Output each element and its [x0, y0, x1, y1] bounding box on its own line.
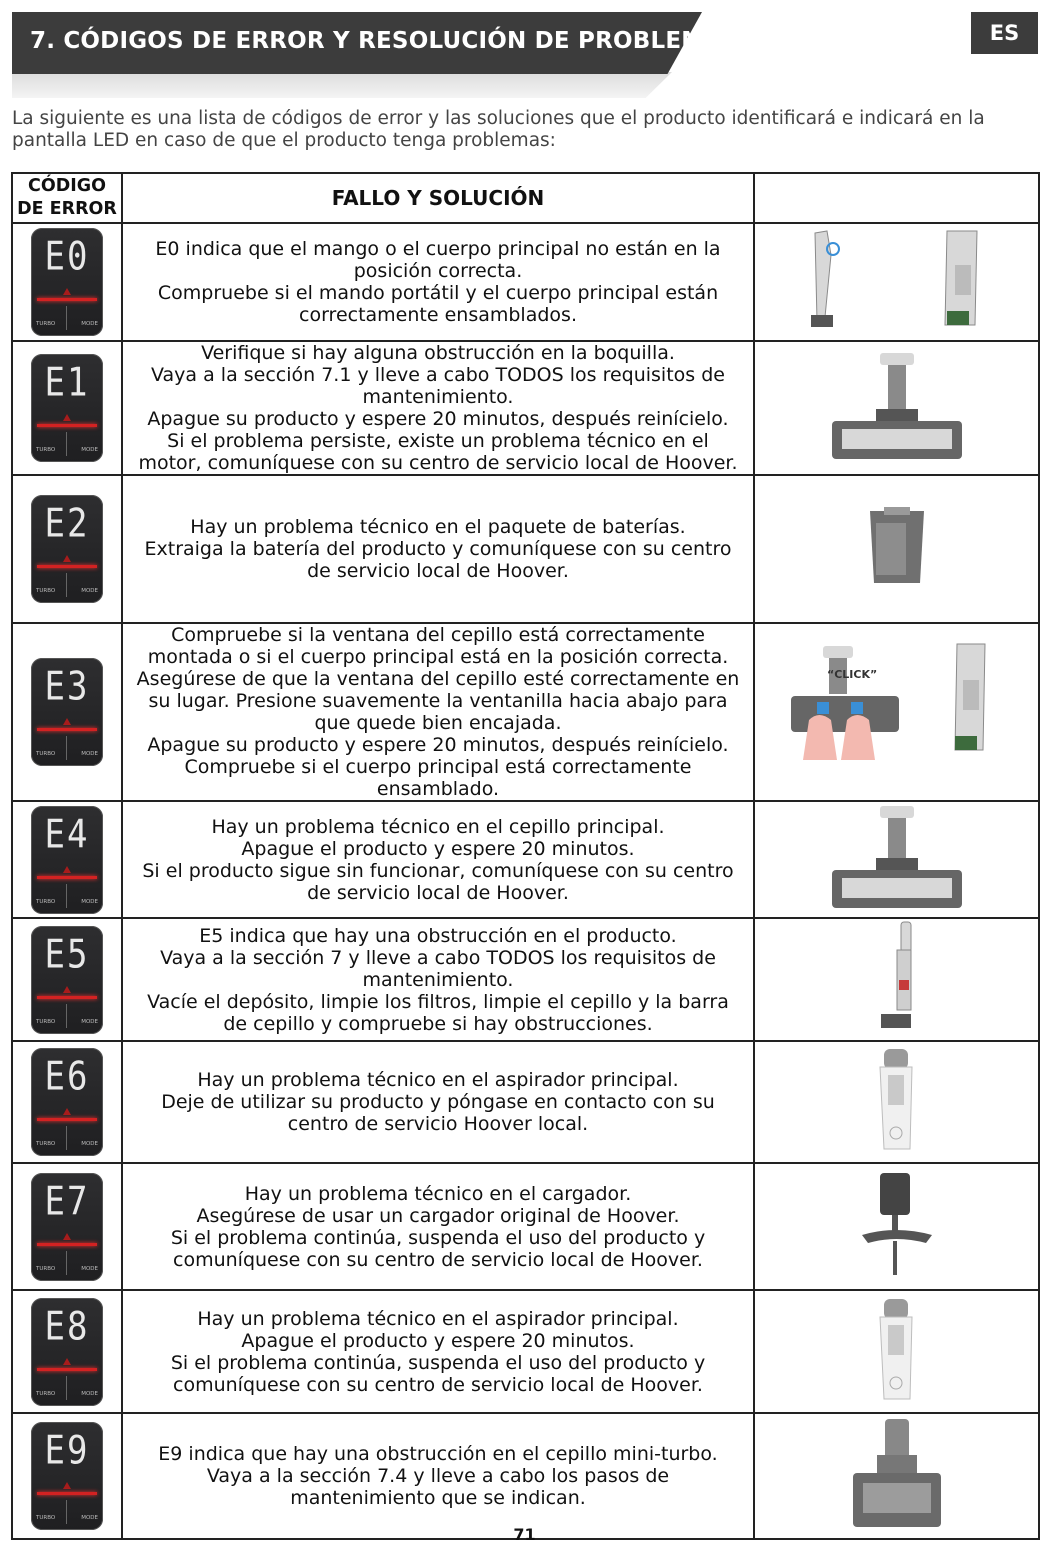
turbo-label: TURBO [36, 1265, 56, 1272]
solution-line: de cepillo y compruebe si hay obstrucciones. [223, 1012, 653, 1035]
error-code: E7 [44, 1178, 90, 1225]
solution-line: Apague el producto y espere 20 minutos. [241, 837, 635, 860]
error-code-cell [12, 475, 122, 623]
solution-line: que quede bien encajada. [314, 712, 562, 734]
turbo-label: TURBO [36, 447, 56, 453]
illustration-cell [754, 1163, 1039, 1290]
solution-line: Si el producto sigue sin funcionar, comuníquese con su centro [142, 859, 734, 882]
solution-line: Apague su producto y espere 20 minutos, después reinícielo. [147, 734, 729, 756]
indicator-bar [37, 298, 97, 301]
mode-label: MODE [81, 447, 98, 453]
error-code-cell [12, 341, 122, 475]
page-number: 71 [513, 1525, 536, 1542]
warning-icon [63, 414, 71, 421]
solution-line: mantenimiento que se indican. [290, 1487, 586, 1509]
error-code-cell [12, 918, 122, 1041]
turbo-label: TURBO [36, 751, 56, 757]
table-row [12, 1290, 1039, 1413]
solution-cell [122, 475, 754, 623]
error-code: E8 [44, 1303, 90, 1350]
table-row [12, 223, 1039, 341]
error-code: E6 [44, 1054, 90, 1100]
mode-label: MODE [81, 588, 98, 594]
solution-line: Vaya a la sección 7.1 y lleve a cabo TODOS los requisitos de [151, 364, 725, 386]
column-header-solution: FALLO Y SOLUCIÓN [122, 173, 754, 223]
illustration-cell [754, 801, 1039, 918]
solution-line: Si el problema continúa, suspenda el uso del producto y [170, 1351, 706, 1374]
main-brush-icon [822, 804, 972, 916]
error-code-cell [12, 1041, 122, 1163]
mode-label: MODE [81, 898, 98, 905]
indicator-bar [37, 1243, 97, 1246]
error-code: E5 [44, 931, 90, 978]
solution-line: E5 indica que hay una obstrucción en el producto. [199, 924, 677, 947]
click-label: “CLICK” [826, 668, 877, 681]
mode-label: MODE [81, 1515, 98, 1521]
led-display-icon [31, 926, 103, 1034]
indicator-bar [37, 876, 97, 879]
illustration-cell [754, 1290, 1039, 1413]
solution-line: Vaya a la sección 7 y lleve a cabo TODOS los requisitos de [160, 946, 716, 969]
led-display-icon [31, 1298, 103, 1406]
solution-cell [122, 1290, 754, 1413]
solution-line: Extraiga la batería del producto y comuníquese con su centro [144, 538, 732, 560]
error-code: E2 [44, 501, 90, 547]
table-row [12, 918, 1039, 1041]
warning-icon [63, 866, 71, 873]
indicator-bar [37, 1368, 97, 1371]
led-display-icon [31, 495, 103, 603]
turbo-label: TURBO [36, 1018, 56, 1025]
warning-icon [63, 288, 71, 295]
mode-label: MODE [81, 1265, 98, 1272]
error-codes-table [11, 172, 1040, 1540]
indicator-bar [37, 1118, 97, 1121]
table-row [12, 1041, 1039, 1163]
warning-icon [63, 555, 71, 562]
table-row [12, 341, 1039, 475]
solution-line: Si el problema continúa, suspenda el uso del producto y [170, 1226, 706, 1249]
solution-line: motor, comuníquese con su centro de servicio local de Hoover. [138, 452, 738, 474]
solution-line: su lugar. Presione suavemente la ventanilla hacia abajo para [148, 690, 728, 712]
table-row [12, 475, 1039, 623]
solution-line: Si el problema persiste, existe un problema técnico en el [167, 430, 709, 452]
error-code-cell [12, 223, 122, 341]
error-code: E4 [44, 811, 90, 858]
turbo-label: TURBO [36, 1390, 56, 1397]
indicator-bar [37, 996, 97, 999]
solution-line: Vacíe el depósito, limpie los filtros, limpie el cepillo y la barra [147, 990, 729, 1013]
mode-label: MODE [81, 1141, 98, 1147]
illustration-cell [754, 1413, 1039, 1539]
solution-line: Hay un problema técnico en el cargador. [244, 1182, 632, 1205]
indicator-bar [37, 565, 97, 568]
illustration-cell [754, 623, 1039, 801]
column-header-code: CÓDIGO DE ERROR [12, 173, 122, 223]
solution-line: Asegúrese de usar un cargador original de Hoover. [196, 1204, 680, 1227]
mode-label: MODE [81, 1018, 98, 1025]
error-code-cell [12, 1163, 122, 1290]
solution-line: Asegúrese de que la ventana del cepillo esté correctamente en [136, 668, 740, 690]
error-code: E0 [44, 234, 90, 280]
turbo-label: TURBO [36, 1141, 56, 1147]
warning-icon [63, 1108, 71, 1115]
mode-label: MODE [81, 1390, 98, 1397]
indicator-bar [37, 728, 97, 731]
stick-vacuum-icon [867, 920, 927, 1040]
solution-cell [122, 341, 754, 475]
solution-cell [122, 801, 754, 918]
header-shadow [12, 72, 672, 98]
warning-icon [63, 986, 71, 993]
solution-line: Hay un problema técnico en el aspirador principal. [197, 1069, 679, 1091]
charger-icon [852, 1169, 942, 1285]
error-code: E1 [44, 360, 90, 406]
solution-line: Compruebe si la ventana del cepillo está correctamente [171, 624, 705, 646]
led-display-icon [31, 806, 103, 914]
solution-line: comuníquese con su centro de servicio local de Hoover. [173, 1373, 703, 1396]
solution-line: mantenimiento. [362, 386, 514, 408]
solution-cell [122, 623, 754, 801]
solution-cell [122, 1041, 754, 1163]
table-header-row [12, 173, 1039, 223]
led-display-icon [31, 1422, 103, 1530]
warning-icon [63, 1482, 71, 1489]
solution-line: Hay un problema técnico en el paquete de baterías. [190, 516, 686, 538]
illustration-cell [754, 223, 1039, 341]
illustration-cell [754, 918, 1039, 1041]
solution-line: de servicio local de Hoover. [307, 560, 569, 582]
illustration-cell [754, 1041, 1039, 1163]
led-display-icon [31, 228, 103, 336]
turbo-label: TURBO [36, 321, 56, 327]
error-code-cell [12, 1413, 122, 1539]
warning-icon [63, 718, 71, 725]
illustration-cell [754, 475, 1039, 623]
turbo-label: TURBO [36, 1515, 56, 1521]
floor-nozzle-icon [822, 349, 972, 468]
turbo-label: TURBO [36, 898, 56, 905]
warning-icon [63, 1358, 71, 1365]
illustration-cell [754, 341, 1039, 475]
solution-line: centro de servicio Hoover local. [287, 1113, 589, 1135]
table-row [12, 623, 1039, 801]
mode-label: MODE [81, 751, 98, 757]
table-row [12, 801, 1039, 918]
solution-line: Hay un problema técnico en el cepillo principal. [211, 815, 665, 838]
page-title: 7. CÓDIGOS DE ERROR Y RESOLUCIÓN DE PROBLEMAS [30, 28, 740, 54]
solution-cell [122, 1163, 754, 1290]
column-header-image [754, 173, 1039, 223]
indicator-bar [37, 1492, 97, 1495]
error-code-cell [12, 801, 122, 918]
battery-pack-icon [862, 505, 932, 593]
main-vacuum-unit-icon [870, 1295, 924, 1409]
handle-and-body-icon [797, 225, 997, 339]
warning-icon [63, 1233, 71, 1240]
turbo-label: TURBO [36, 588, 56, 594]
solution-line: comuníquese con su centro de servicio local de Hoover. [173, 1248, 703, 1271]
main-vacuum-unit-icon [870, 1045, 924, 1159]
solution-line: correctamente ensamblados. [299, 304, 577, 326]
led-display-icon [31, 1173, 103, 1281]
solution-cell [122, 223, 754, 341]
mini-turbo-brush-icon [847, 1415, 947, 1537]
solution-line: Deje de utilizar su producto y póngase en contacto con su [161, 1091, 715, 1113]
solution-line: Apague su producto y espere 20 minutos, después reinícielo. [147, 408, 729, 430]
solution-line: Vaya a la sección 7.4 y lleve a cabo los pasos de [206, 1465, 670, 1487]
led-display-icon [31, 354, 103, 462]
table-row [12, 1163, 1039, 1290]
solution-line: mantenimiento. [362, 968, 514, 991]
error-code-cell [12, 623, 122, 801]
solution-line: Verifique si hay alguna obstrucción en la boquilla. [201, 342, 675, 364]
intro-paragraph: La siguiente es una lista de códigos de error y las soluciones que el producto identificará e indicará en la pantalla LED en caso de que el producto tenga problemas: [12, 108, 985, 151]
solution-cell [122, 918, 754, 1041]
error-code-cell [12, 1290, 122, 1413]
solution-line: Compruebe si el cuerpo principal está correctamente ensamblado. [184, 756, 692, 800]
error-code: E3 [44, 664, 90, 710]
mode-label: MODE [81, 321, 98, 327]
table-row [12, 1413, 1039, 1539]
error-code: E9 [44, 1428, 90, 1474]
solution-line: Compruebe si el mando portátil y el cuerpo principal están [157, 282, 719, 304]
solution-line: E9 indica que hay una obstrucción en el cepillo mini-turbo. [158, 1443, 718, 1465]
solution-line: de servicio local de Hoover. [307, 881, 569, 904]
solution-line: Apague el producto y espere 20 minutos. [241, 1329, 635, 1352]
solution-line: Hay un problema técnico en el aspirador principal. [197, 1307, 679, 1330]
led-display-icon [31, 658, 103, 766]
solution-line: montada o si el cuerpo principal está en la posición correcta. [147, 646, 729, 668]
language-badge: ES [971, 12, 1038, 54]
solution-line: E0 indica que el mango o el cuerpo principal no están en la [155, 238, 721, 260]
brush-window-click-icon [787, 640, 1007, 784]
led-display-icon [31, 1048, 103, 1156]
solution-line: posición correcta. [353, 260, 523, 282]
solution-cell [122, 1413, 754, 1539]
indicator-bar [37, 424, 97, 427]
